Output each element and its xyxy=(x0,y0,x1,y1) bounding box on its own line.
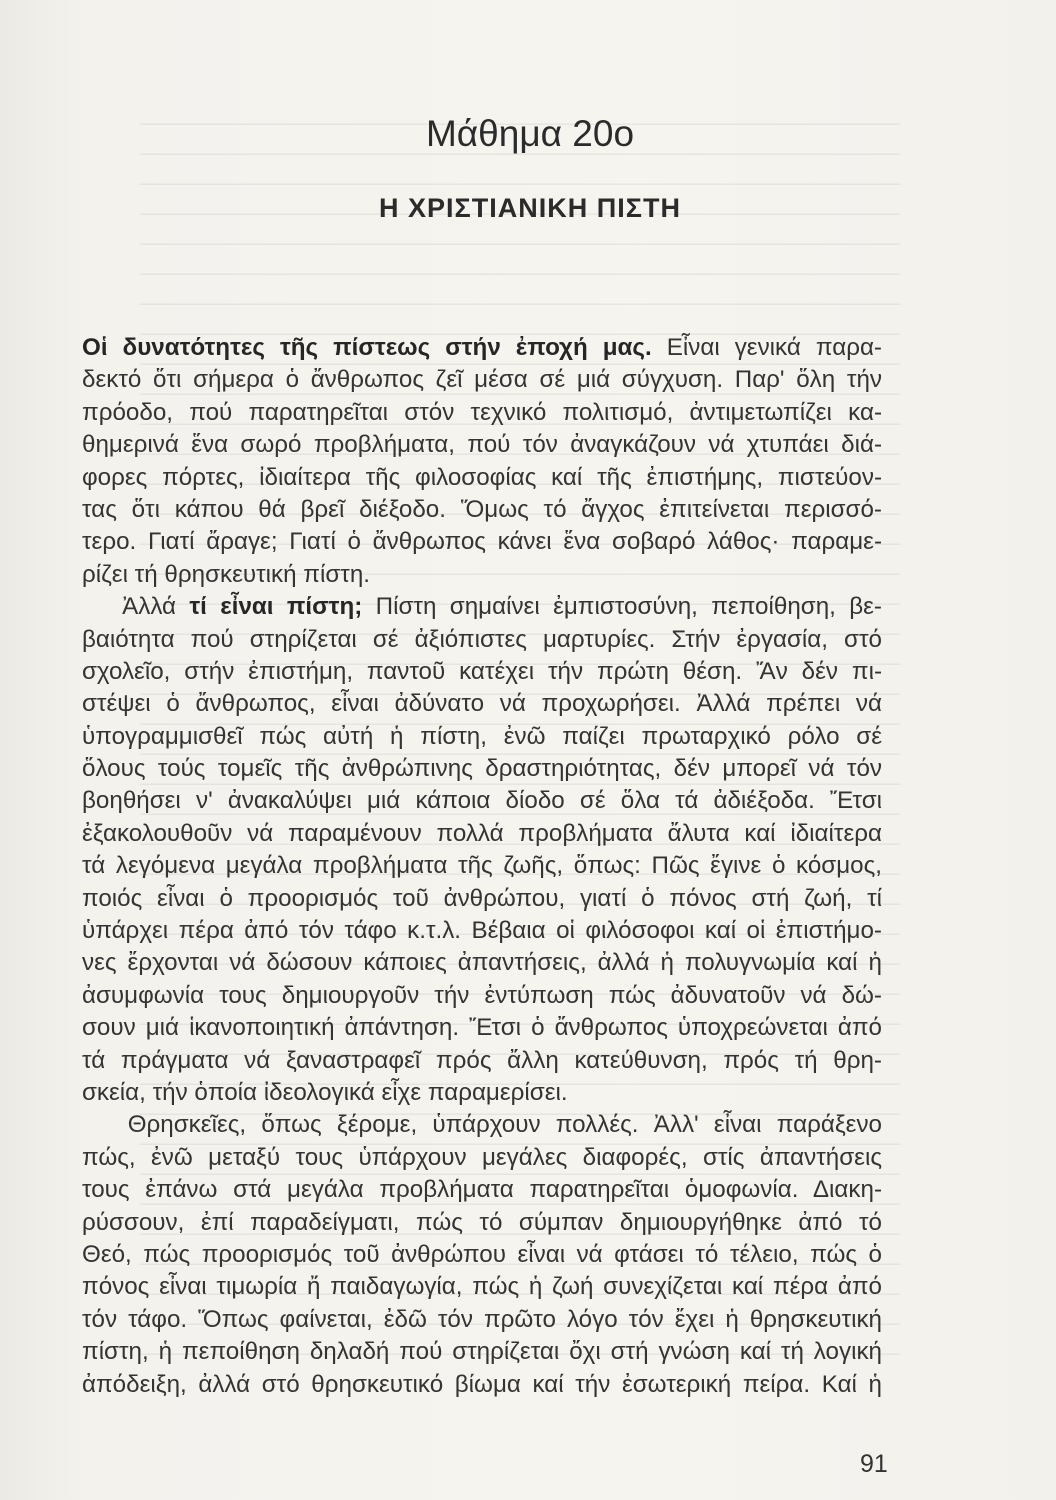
text-line xyxy=(82,1239,882,1271)
text-line xyxy=(82,753,882,785)
text-line xyxy=(82,915,882,947)
line-text: θημερινά ἕνα σωρό προβλήματα, πού τόν ἀναγκάζουν νά χτυπάει διά- xyxy=(82,431,882,459)
text-line xyxy=(82,1271,882,1303)
text-line xyxy=(82,850,882,882)
line-text: φορες πόρτες, ἰδιαίτερα τῆς φιλοσοφίας καί τῆς ἐπιστήμης, πιστεύον- xyxy=(82,463,882,491)
lesson-title: Μάθημα 20ο xyxy=(425,113,635,154)
line-text: ἐξακολουθοῦν νά παραμένουν πολλά προβλήματα ἄλυτα καί ἰδιαίτερα xyxy=(82,819,882,847)
text-line xyxy=(82,883,882,915)
text-line xyxy=(82,1077,882,1109)
text-line xyxy=(82,656,882,688)
text-line xyxy=(82,1369,882,1401)
line-text: σουν μιά ἱκανοποιητική ἀπάντηση. Ἔτσι ὁ ἄνθρωπος ὑποχρεώνεται ἀπό xyxy=(82,1014,882,1042)
line-text: Πίστη σημαίνει ἐμπιστοσύνη, πεποίθηση, βε- xyxy=(362,593,882,621)
line-text: νες ἔρχονται νά δώσουν κάποιες ἀπαντήσεις, ἀλλά ἡ πολυγνωμία καί ἡ xyxy=(82,949,882,977)
text-line xyxy=(82,624,882,656)
text-line xyxy=(82,526,882,558)
line-text: ὑπογραμμισθεῖ πώς αὐτή ἡ πίστη, ἐνῶ παίζει πρωταρχικό ρόλο σέ xyxy=(82,722,882,750)
line-text: τους ἐπάνω στά μεγάλα προβλήματα παρατηρεῖται ὁμοφωνία. Διακη- xyxy=(82,1176,882,1204)
text-line xyxy=(82,947,882,979)
line-text: πρόοδο, πού παρατηρεῖται στόν τεχνικό πολιτισμό, ἀντιμετωπίζει κα- xyxy=(82,398,882,426)
line-text: σχολεῖο, στήν ἐπιστήμη, παντοῦ κατέχει τήν πρώτη θέση. Ἄν δέν πι- xyxy=(82,657,882,685)
text-line xyxy=(82,591,882,623)
line-text: Θρησκεῖες, ὅπως ξέρομε, ὑπάρχουν πολλές. Ἀλλ' εἶναι παράξενο xyxy=(82,1111,882,1139)
line-text: ἀσυμφωνία τους δημιουργοῦν τήν ἐντύπωση πώς ἀδυνατοῦν νά δώ- xyxy=(82,981,882,1009)
line-text: τά λεγόμενα μεγάλα προβλήματα τῆς ζωῆς, ὅπως: Πῶς ἔγινε ὁ κόσμος, xyxy=(82,852,882,880)
page-number: 91 xyxy=(860,1450,888,1478)
text-line xyxy=(82,818,882,850)
text-line xyxy=(82,1142,882,1174)
line-text: ἀπόδειξη, ἀλλά στό θρησκευτικό βίωμα καί τήν ἐσωτερική πείρα. Καί ἡ xyxy=(82,1370,882,1398)
line-text: τόν τάφο. Ὅπως φαίνεται, ἐδῶ τόν πρῶτο λόγο τόν ἔχει ἡ θρησκευτική xyxy=(82,1305,882,1333)
line-text: πώς, ἐνῶ μεταξύ τους ὑπάρχουν μεγάλες διαφορές, στίς ἀπαντήσεις xyxy=(82,1143,882,1171)
line-text: ρύσσουν, ἐπί παραδείγματι, πώς τό σύμπαν δημιουργήθηκε ἀπό τό xyxy=(82,1208,882,1236)
text-line xyxy=(82,1207,882,1239)
text-line xyxy=(82,494,882,526)
line-text: τας ὅτι κάπου θά βρεῖ διέξοδο. Ὅμως τό ἄγχος ἐπιτείνεται περισσό- xyxy=(82,495,882,523)
line-text: ρίζει τή θρησκευτική πίστη. xyxy=(82,560,371,588)
text-line xyxy=(82,1045,882,1077)
text-line xyxy=(82,397,882,429)
text-line xyxy=(82,429,882,461)
line-text: σκεία, τήν ὁποία ἰδεολογικά εἶχε παραμερίσει. xyxy=(82,1078,568,1106)
line-text: πόνος εἶναι τιμωρία ἤ παιδαγωγία, πώς ἡ ζωή συνεχίζεται καί πέρα ἀπό xyxy=(82,1273,882,1301)
text-line xyxy=(82,721,882,753)
bold-phrase: Οἱ δυνατότητες τῆς πίστεως στήν ἐποχή μας. xyxy=(82,334,652,361)
text-line xyxy=(82,364,882,396)
line-text: Θεό, πώς προορισμός τοῦ ἀνθρώπου εἶναι νά φτάσει τό τέλειο, πώς ὁ xyxy=(82,1240,882,1268)
line-text: ποιός εἶναι ὁ προορισμός τοῦ ἀνθρώπου, γιατί ὁ πόνος στή ζωή, τί xyxy=(82,884,882,912)
chapter-title: Η ΧΡΙΣΤΙΑΝΙΚΗ ΠΙΣΤΗ xyxy=(379,193,681,223)
text-line xyxy=(82,559,882,591)
line-text: ὑπάρχει πέρα ἀπό τόν τάφο κ.τ.λ. Βέβαια οἱ φιλόσοφοι καί οἱ ἐπιστήμο- xyxy=(82,917,882,945)
line-text: τά πράγματα νά ξαναστραφεῖ πρός ἄλλη κατεύθυνση, πρός τή θρη- xyxy=(82,1046,882,1074)
line-text: στέψει ὁ ἄνθρωπος, εἶναι ἀδύνατο νά προχωρήσει. Ἀλλά πρέπει νά xyxy=(82,690,882,718)
text-line xyxy=(82,688,882,720)
text-line xyxy=(82,1109,882,1141)
line-text: βαιότητα πού στηρίζεται σέ ἀξιόπιστες μαρτυρίες. Στήν ἐργασία, στό xyxy=(82,625,882,653)
text-line xyxy=(82,462,882,494)
text-line xyxy=(82,980,882,1012)
text-line xyxy=(82,1304,882,1336)
line-text: τερο. Γιατί ἄραγε; Γιατί ὁ ἄνθρωπος κάνει ἕνα σοβαρό λάθος· παραμε- xyxy=(82,528,882,556)
text-line xyxy=(82,332,882,364)
line-text: ὅλους τούς τομεῖς τῆς ἀνθρώπινης δραστηριότητας, δέν μπορεῖ νά τόν xyxy=(82,755,882,783)
text-line xyxy=(82,1336,882,1368)
line-prefix: Ἀλλά xyxy=(82,593,190,621)
text-line xyxy=(82,785,882,817)
body-text xyxy=(82,332,882,1401)
text-line xyxy=(82,1012,882,1044)
line-text: Εἶναι γενικά παρα- xyxy=(651,334,882,361)
line-text: βοηθήσει ν' ἀνακαλύψει μιά κάποια δίοδο σέ ὅλα τά ἀδιέξοδα. Ἔτσι xyxy=(82,787,882,815)
line-text: δεκτό ὅτι σήμερα ὁ ἄνθρωπος ζεῖ μέσα σέ μιά σύγχυση. Παρ' ὅλη τήν xyxy=(82,366,882,394)
bold-phrase: τί εἶναι πίστη; xyxy=(189,593,363,621)
text-line xyxy=(82,1174,882,1206)
line-text: πίστη, ἡ πεποίθηση δηλαδή πού στηρίζεται ὄχι στή γνώση καί τή λογική xyxy=(82,1338,882,1366)
